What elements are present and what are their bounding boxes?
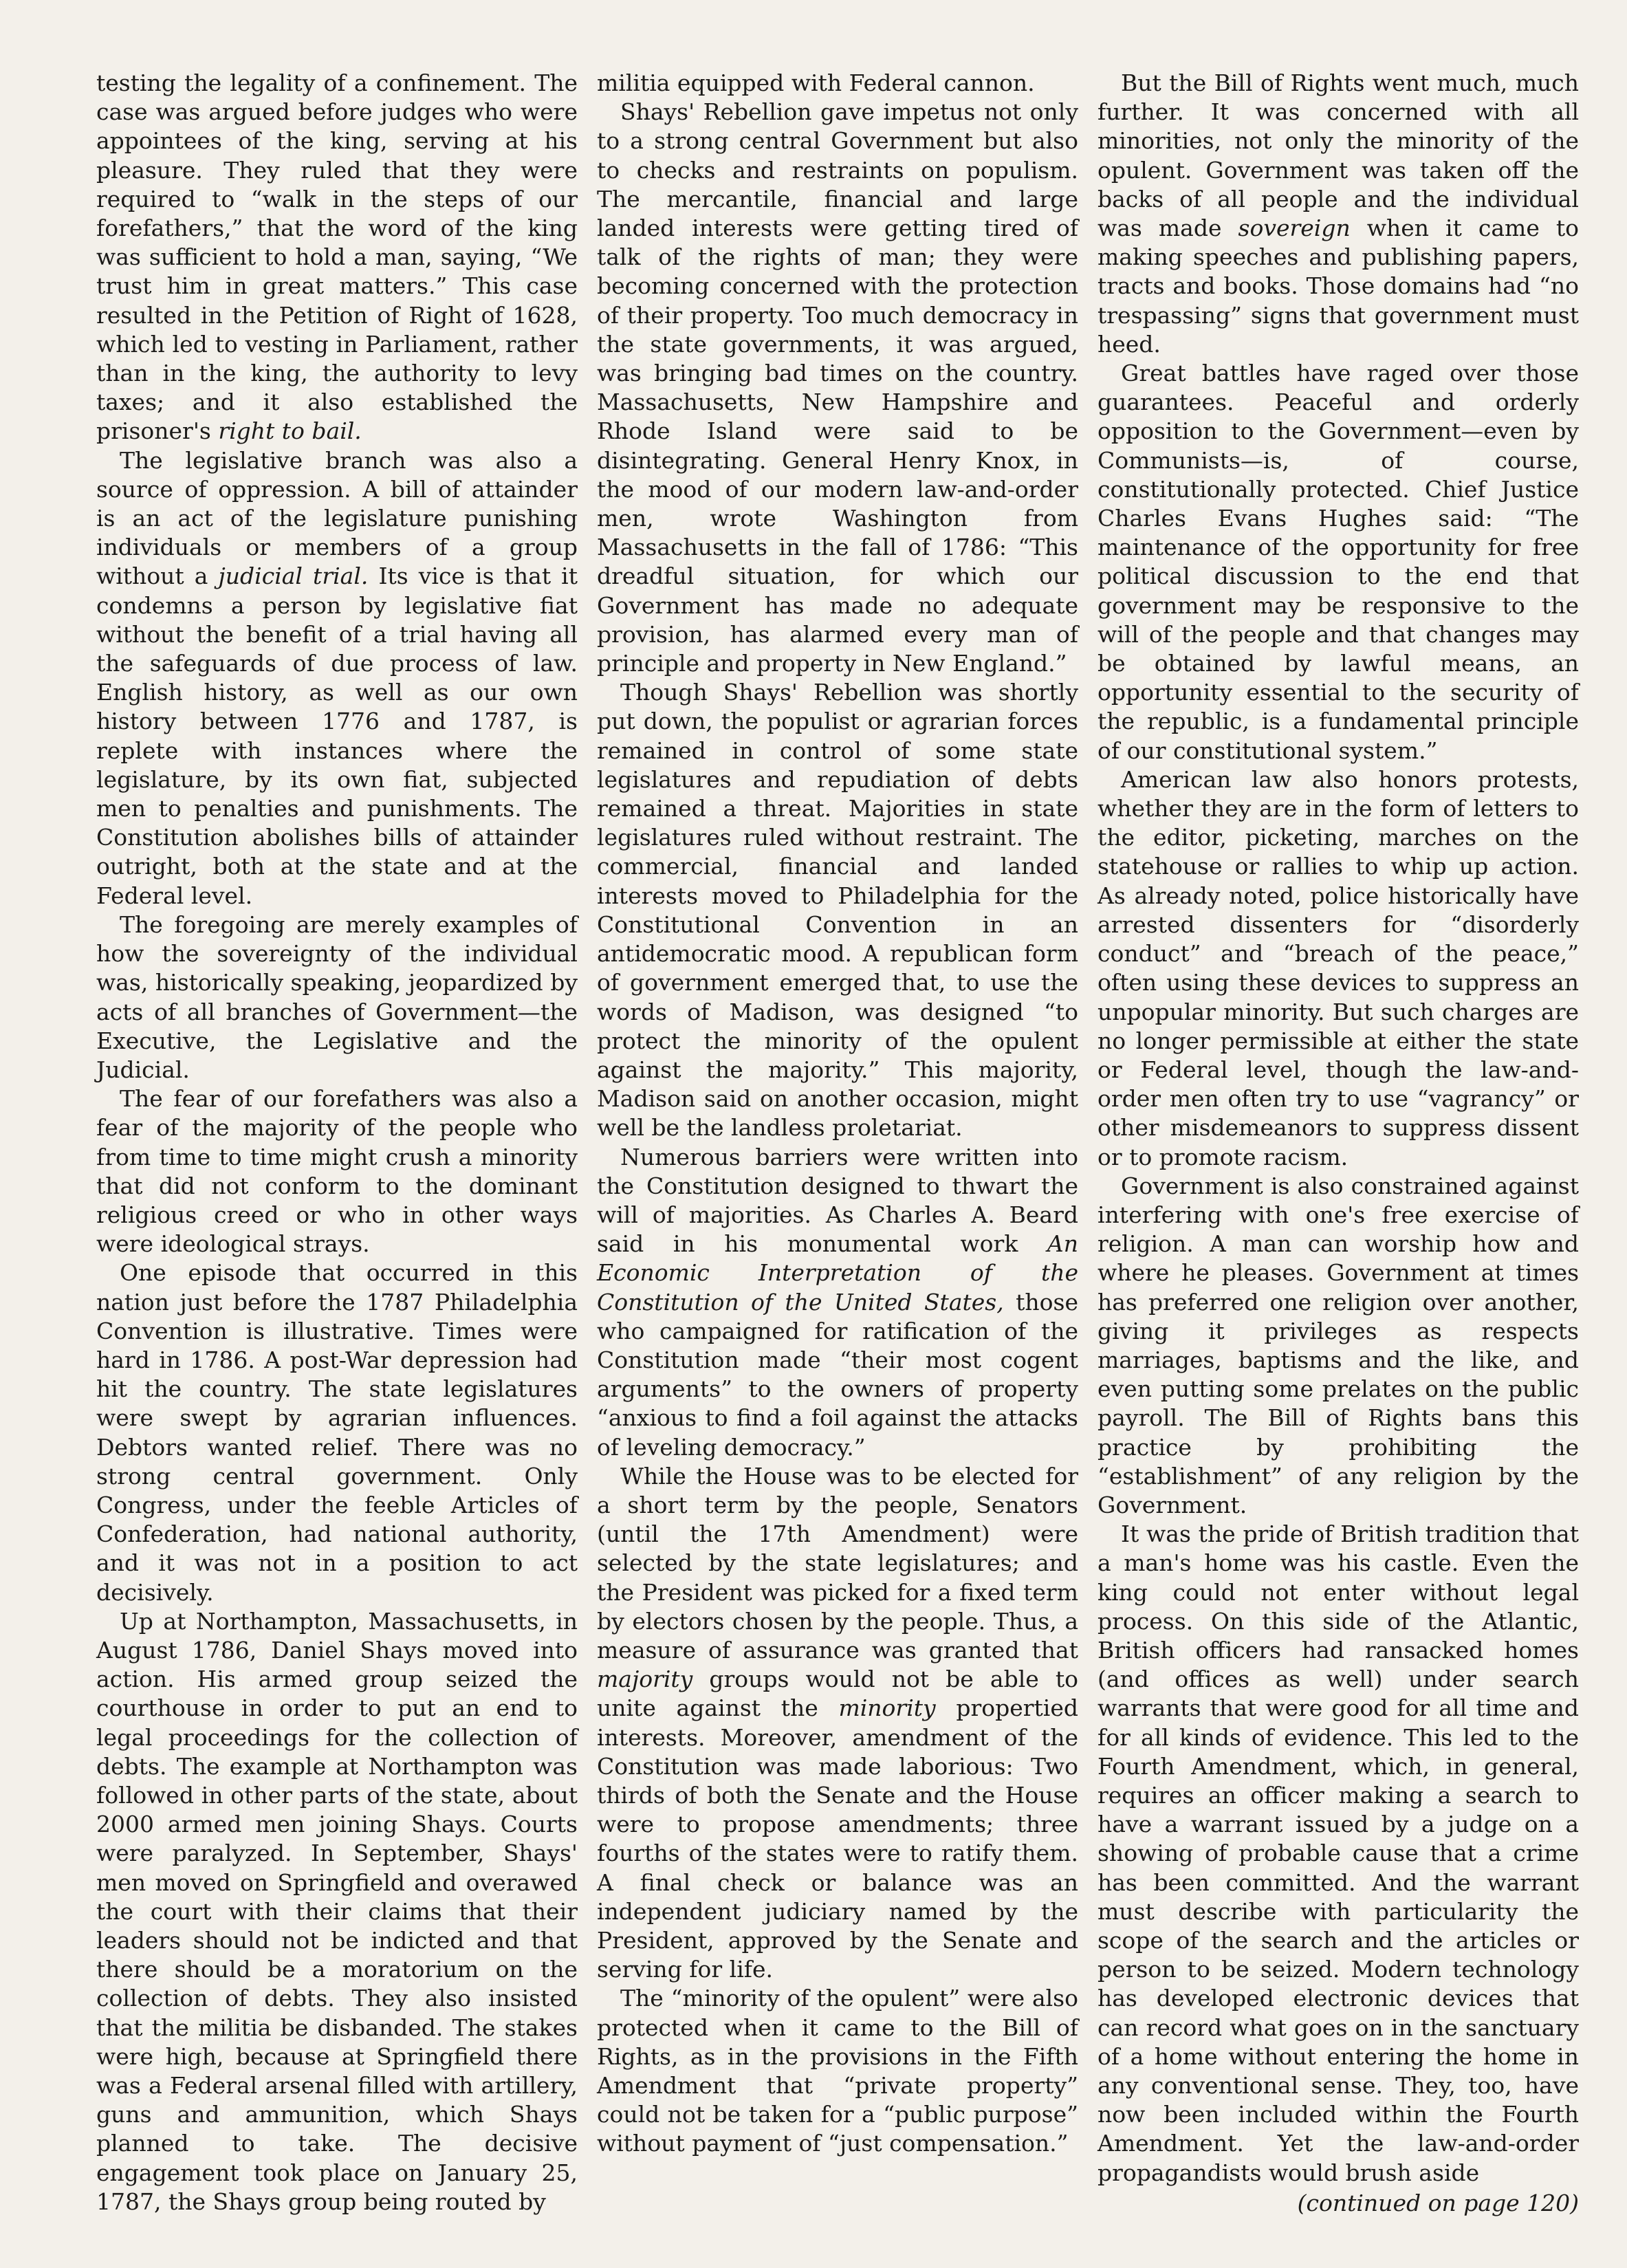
text-run: groups would not be able to unite against the bbox=[597, 1666, 1078, 1722]
text-run: Great battles have raged over those guarantees. Peaceful and orderly opposition to the Government—even by Communists—is, of course, constitutionally protected. Chief Justice Charles Evans Hughes said: “The maintenance of the opportunity for free political discussion to the end that government may be responsive to the will of the people and that changes may be obtained by lawful means, an opportunity essential to the security of the republic, is a fundamental principle of our constitutional system.” bbox=[1098, 360, 1579, 764]
article-paragraph bbox=[597, 98, 1078, 678]
article-paragraph bbox=[1098, 1172, 1579, 1520]
article-paragraph bbox=[597, 1462, 1078, 1985]
text-run: The foregoing are merely examples of how the sovereignty of the individual was, historically speaking, jeopardized by acts of all branches of Government—the Executive, the Legislative and the Judicial. bbox=[96, 911, 578, 1083]
article-paragraph bbox=[96, 911, 578, 1084]
text-run: Shays' Rebellion gave impetus not only to a strong central Government but also to checks and restraints on populism. The mercantile, financial and large landed interests were getting tired of talk of the rights of man; they were becoming concerned with the protection of their property. Too much democracy in the state governments, it was argued, was bringing bad times on the country. Massachusetts, New Hampshire and Rhode Island were said to be disintegrating. General Henry Knox, in the mood of our modern law-and-order men, wrote Washington from Massachusetts in the fall of 1786: “This dreadful situation, for which our Government has made no adequate provision, has alarmed every man of principle and property in New England.” bbox=[597, 98, 1078, 677]
article-columns bbox=[96, 69, 1579, 2218]
italic-text: An Economic Interpretation of the Constitution of the United States, bbox=[597, 1230, 1078, 1316]
article-paragraph bbox=[96, 69, 578, 446]
text-run: militia equipped with Federal cannon. bbox=[597, 69, 1035, 96]
column-2 bbox=[597, 69, 1078, 2218]
text-run: when it came to making speeches and publishing papers, tracts and books. Those domains had “no trespassing” signs that government must heed. bbox=[1098, 215, 1579, 358]
article-paragraph bbox=[1098, 69, 1579, 359]
italic-text: judicial trial. bbox=[218, 563, 369, 590]
italic-text: minority bbox=[838, 1694, 936, 1722]
italic-text: right to bail. bbox=[218, 417, 362, 445]
text-run: But the Bill of Rights went much, much further. It was concerned with all minorities, not only the minority of the opulent. Government was taken off the backs of all people and the individual was made bbox=[1098, 69, 1579, 242]
column-3 bbox=[1098, 69, 1579, 2218]
article-paragraph bbox=[96, 1084, 578, 1258]
article-paragraph bbox=[96, 446, 578, 911]
text-run: One episode that occurred in this nation just before the 1787 Philadelphia Convention is illustrative. Times were hard in 1786. A post-War depression had hit the country. The state legislatures were swept by agrarian influences. Debtors wanted relief. There was no strong central government. Only Congress, under the feeble Articles of Confederation, had national authority, and it was not in a position to act decisively. bbox=[96, 1259, 578, 1606]
text-run: those who campaigned for ratification of the Constitution made “their most cogent arguments” to the owners of property “anxious to find a foil against the attacks of leveling democracy.” bbox=[597, 1288, 1078, 1461]
article-paragraph bbox=[96, 1258, 578, 1606]
continued-on-page-note: (continued on page 120) bbox=[1297, 2189, 1579, 2216]
text-run: The “minority of the opulent” were also protected when it came to the Bill of Rights, as in the provisions in the Fifth Amendment that “private property” could not be taken for a “public purpose” without payment of “just compensation.” bbox=[597, 1985, 1078, 2157]
text-run: The fear of our forefathers was also a fear of the majority of the people who from time to time might crush a minority that did not conform to the dominant religious creed or who in other ways were ideological strays. bbox=[96, 1085, 578, 1258]
column-1 bbox=[96, 69, 578, 2218]
article-paragraph bbox=[96, 1607, 578, 2216]
article-paragraph bbox=[1098, 765, 1579, 1172]
text-run: Government is also constrained against interfering with one's free exercise of religion. A man can worship how and where he pleases. Government at times has preferred one religion over another, giving it privileges as respects marriages, baptisms and the like, and even putting some prelates on the public payroll. The Bill of Rights bans this practice by prohibiting the “establishment” of any religion by the Government. bbox=[1098, 1172, 1579, 1518]
article-paragraph bbox=[597, 1143, 1078, 1462]
text-run: American law also honors protests, whether they are in the form of letters to the editor, picketing, marches on the statehouse or rallies to whip up action. As already noted, police historically have arrested dissenters for “disorderly conduct” and “breach of the peace,” often using these devices to suppress an unpopular minority. But such charges are no longer permissible at either the state or Federal level, though the law-and-order men often try to use “vagrancy” or other misdemeanors to suppress dissent or to promote racism. bbox=[1098, 765, 1579, 1170]
text-run: propertied interests. Moreover, amendment of the Constitution was made laborious: Two thirds of both the Senate and the House were to propose amendments; three fourths of the states were to ratify them. A final check or balance was an independent judiciary named by the President, approved by the Senate and serving for life. bbox=[597, 1694, 1079, 1983]
article-paragraph bbox=[1098, 359, 1579, 765]
article-paragraph bbox=[597, 678, 1078, 1142]
article-paragraph bbox=[597, 69, 1078, 98]
text-run: While the House was to be elected for a short term by the people, Senators (until the 17th Amendment) were selected by the state legislatures; and the President was picked for a fixed term by electors chosen by the people. Thus, a measure of assurance was granted that bbox=[597, 1462, 1078, 1664]
italic-text: sovereign bbox=[1238, 215, 1351, 242]
text-run: testing the legality of a confinement. The case was argued before judges who were appointees of the king, serving at his pleasure. They ruled that they were required to “walk in the steps of our forefathers,” that the word of the king was sufficient to hold a man, saying, “We trust him in great matters.” This case resulted in the Petition of Right of 1628, which led to vesting in Parliament, rather than in the king, the authority to levy taxes; and it also established the prisoner's bbox=[96, 69, 578, 445]
text-run: Though Shays' Rebellion was shortly put down, the populist or agrarian forces remained in control of some state legislatures and repudiation of debts remained a threat. Majorities in state legislatures ruled without restraint. The commercial, financial and landed interests moved to Philadelphia for the Constitutional Convention in an antidemocratic mood. A republican form of government emerged that, to use the words of Madison, was designed “to protect the minority of the opulent against the majority.” This majority, Madison said on another occasion, might well be the landless proletariat. bbox=[597, 679, 1078, 1142]
text-run: Up at Northampton, Massachusetts, in August 1786, Daniel Shays moved into action. His armed group seized the courthouse in order to put an end to legal proceedings for the collection of debts. The example at Northampton was followed in other parts of the state, about 2000 armed men joining Shays. Courts were paralyzed. In September, Shays' men moved on Springfield and overawed the court with their claims that their leaders should not be indicted and that there should be a moratorium on the collection of debts. They also insisted that the militia be disbanded. The stakes were high, because at Springfield there was a Federal arsenal filled with artillery, guns and ammunition, which Shays planned to take. The decisive engagement took place on January 25, 1787, the Shays group being routed by bbox=[96, 1607, 578, 2215]
italic-text: majority bbox=[597, 1666, 693, 1693]
text-run: Its vice is that it condemns a person by legislative fiat without the benefit of a trial having all the safeguards of due process of law. English history, as well as our own history between 1776 and 1787, is replete with instances where the legislature, by its own fiat, subjected men to penalties and punishments. The Constitution abolishes bills of attainder outright, both at the state and at the Federal level. bbox=[96, 563, 578, 909]
text-run: It was the pride of British tradition that a man's home was his castle. Even the king could not enter without legal process. On this side of the Atlantic, British officers had ransacked homes (and offices as well) under search warrants that were good for all time and for all kinds of evidence. This led to the Fourth Amendment, which, in general, requires an officer making a search to have a warrant issued by a judge on a showing of probable cause that a crime has been committed. And the warrant must describe with particularity the scope of the search and the articles or person to be seized. Modern technology has developed electronic devices that can record what goes on in the sanctuary of a home without entering the home in any conventional sense. They, too, have now been included within the Fourth Amendment. Yet the law-and-order propagandists would brush aside bbox=[1098, 1520, 1579, 2186]
article-paragraph bbox=[1098, 1520, 1579, 2188]
text-run: The legislative branch was also a source of oppression. A bill of attainder is an act of the legislature punishing individuals or members of a group without a bbox=[96, 446, 578, 590]
text-run: Numerous barriers were written into the Constitution designed to thwart the will of majorities. As Charles A. Beard said in his monumental work bbox=[597, 1143, 1078, 1258]
article-paragraph bbox=[597, 1984, 1078, 2158]
